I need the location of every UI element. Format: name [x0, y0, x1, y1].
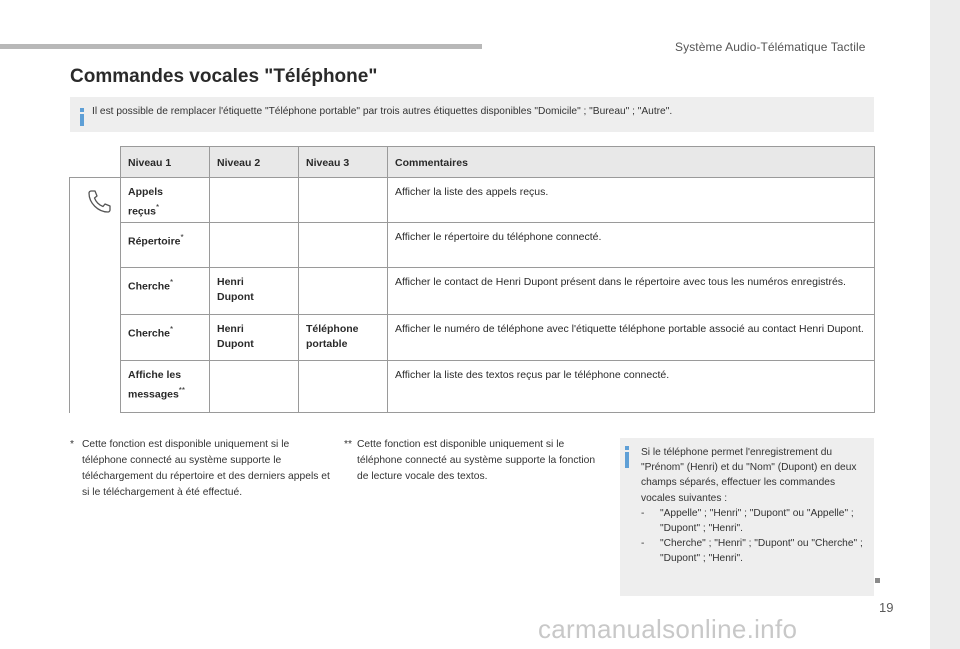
- level2-cell: [210, 361, 299, 413]
- list-item: - "Cherche" ; "Henri" ; "Dupont" ou "Cherche" ; "Dupont" ; "Henri".: [641, 538, 863, 565]
- footnote-text: Cette fonction est disponible uniquement si le téléphone connecté au système supporte la fonction de lecture vocale des textos.: [357, 439, 596, 482]
- header-niveau-3: Niveau 3: [299, 147, 388, 178]
- comment-cell: Afficher le répertoire du téléphone connecté.: [388, 223, 875, 268]
- footnote-text: Cette fonction est disponible uniquement si le téléphone connecté au système supporte le téléchargement du répertoire et des derniers appels et si le téléchargement à été effectué.: [82, 439, 330, 498]
- level3-cell: [299, 268, 388, 315]
- icon-cell: [70, 315, 121, 361]
- level3-cell: [299, 178, 388, 223]
- phone-icon: [87, 188, 113, 214]
- level1-cell: Affiche les messages**: [121, 361, 210, 413]
- header-niveau-2: Niveau 2: [210, 147, 299, 178]
- chapter-title: Système Audio-Télématique Tactile: [675, 40, 866, 54]
- table-row: [70, 361, 875, 413]
- table-header-row: [70, 147, 875, 178]
- icon-cell: [70, 223, 121, 268]
- table-row: [70, 178, 875, 223]
- level1-cell: Cherche*: [121, 315, 210, 361]
- comment-cell: Afficher le numéro de téléphone avec l'étiquette téléphone portable associé au contact Henri Dupont.: [388, 315, 875, 361]
- side-note-intro: Si le téléphone permet l'enregistrement du "Prénom" (Henri) et du "Nom" (Dupont) en deux champs séparés, effectuer les commandes vocales suivantes :: [641, 447, 857, 504]
- level2-cell: Henri Dupont: [210, 315, 299, 361]
- info-note-side: [620, 438, 874, 596]
- level1-cell: Répertoire*: [121, 223, 210, 268]
- table-row: [70, 315, 875, 361]
- comment-cell: Afficher la liste des appels reçus.: [388, 178, 875, 223]
- icon-cell: [70, 361, 121, 413]
- comment-cell: Afficher le contact de Henri Dupont présent dans le répertoire avec tous les numéros enregistrés.: [388, 268, 875, 315]
- footnote-mark: **: [344, 439, 353, 450]
- header-blank: [70, 147, 121, 178]
- page-title: Commandes vocales "Téléphone": [70, 66, 378, 87]
- list-item: - "Appelle" ; "Henri" ; "Dupont" ou "Appelle" ; "Dupont" ; "Henri".: [641, 507, 854, 535]
- comment-cell: Afficher la liste des textos reçus par le téléphone connecté.: [388, 361, 875, 413]
- side-strip: [930, 0, 960, 649]
- info-note-top: [70, 97, 874, 132]
- footnote-single-star: [70, 437, 330, 501]
- watermark: carmanualsonline.info: [538, 614, 798, 644]
- level3-cell: Téléphone portable: [299, 315, 388, 361]
- info-note-text: Il est possible de remplacer l'étiquette "Téléphone portable" par trois autres étiquettes disponibles "Domicile" ; "Bureau" ; "Autre".: [92, 106, 673, 117]
- table-row: [70, 268, 875, 315]
- footnote-double-star: [344, 437, 600, 485]
- top-rule: [0, 44, 482, 49]
- level1-cell: Appels reçus*: [121, 178, 210, 223]
- footnote-mark: *: [70, 439, 75, 450]
- level3-cell: [299, 223, 388, 268]
- level2-cell: [210, 223, 299, 268]
- level1-cell: Cherche*: [121, 268, 210, 315]
- table-row: [70, 223, 875, 268]
- header-commentaires: Commentaires: [388, 147, 875, 178]
- level2-cell: [210, 178, 299, 223]
- icon-cell: [70, 178, 121, 223]
- header-niveau-1: Niveau 1: [121, 147, 210, 178]
- level2-cell: Henri Dupont: [210, 268, 299, 315]
- info-icon: [625, 446, 630, 468]
- info-icon: [80, 108, 85, 126]
- side-note-text: [641, 445, 869, 567]
- voice-commands-table: [69, 146, 875, 413]
- level3-cell: [299, 361, 388, 413]
- continue-marker: [875, 578, 880, 583]
- icon-cell: [70, 268, 121, 315]
- page-number: 19: [879, 600, 894, 615]
